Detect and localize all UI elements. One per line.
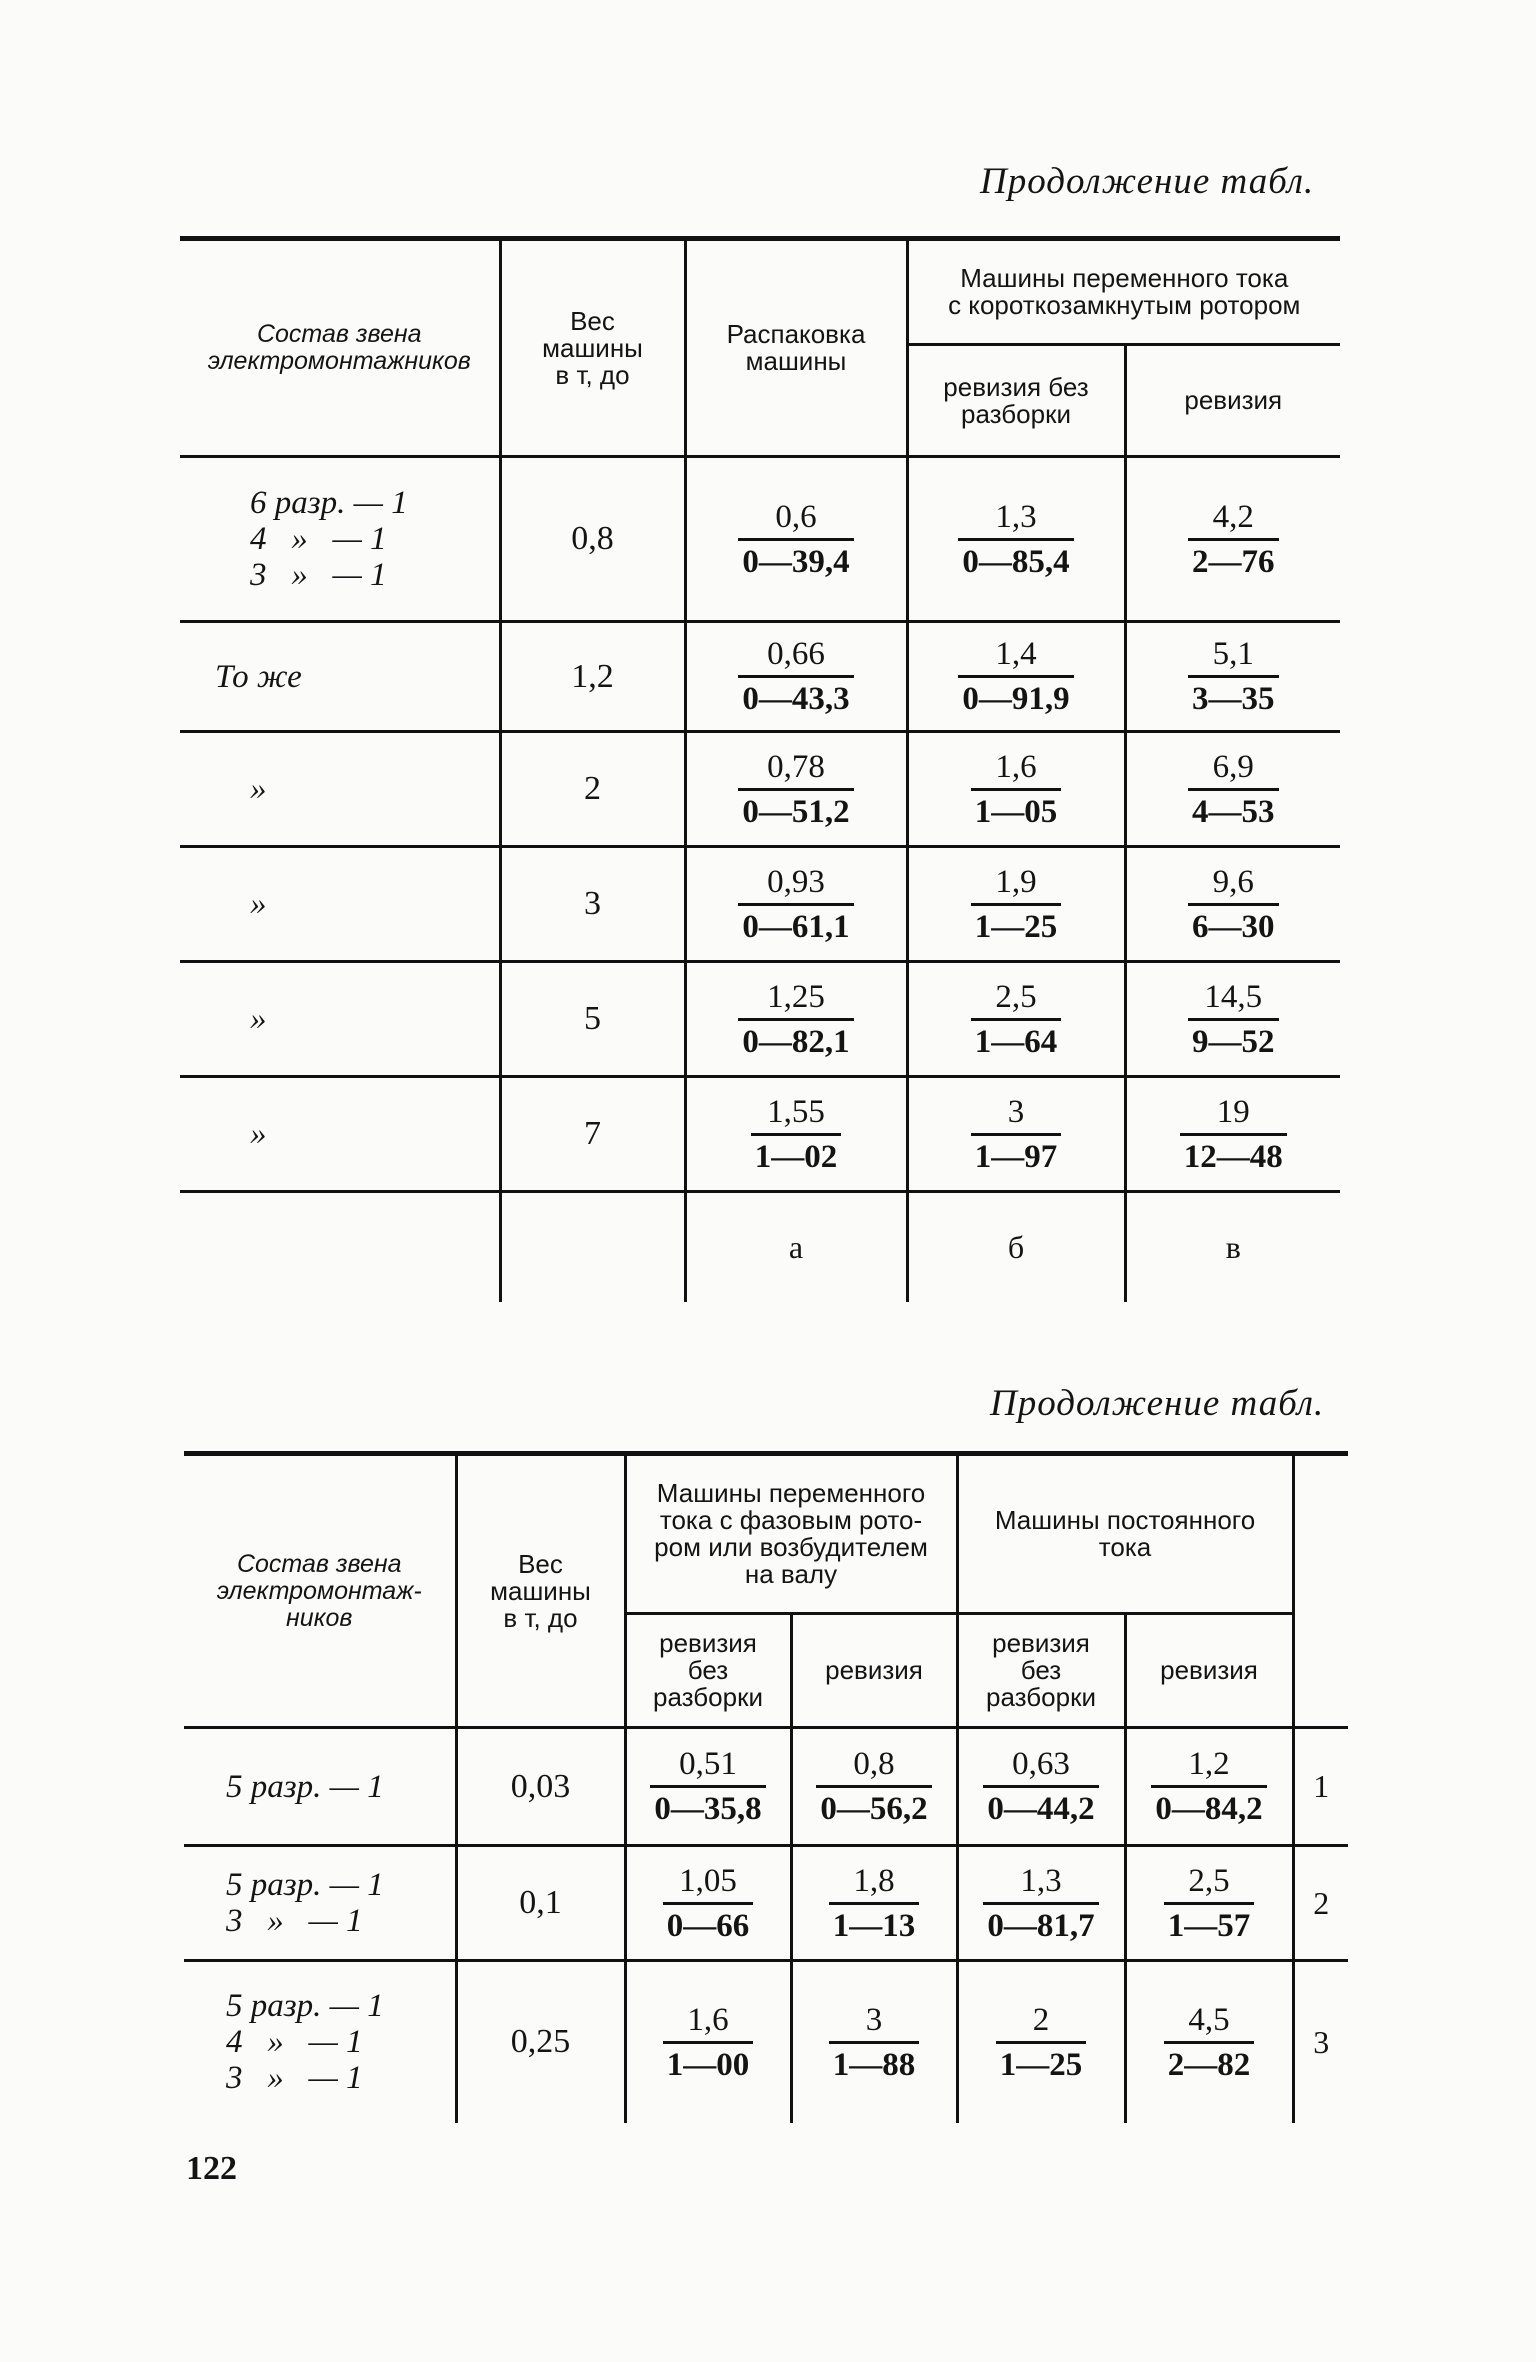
dc-revision-cell: $\frac{2,5}{1—57}$ bbox=[1125, 1846, 1293, 1961]
table-row bbox=[180, 457, 1340, 622]
t1-header-group: Машины переменного тока с короткозамкнутым ротором bbox=[907, 239, 1340, 345]
column-letter-a: а bbox=[685, 1192, 907, 1302]
t2-header-dc-revision: ревизия bbox=[1125, 1614, 1293, 1728]
t2-header-empty bbox=[1293, 1454, 1348, 1728]
table-row bbox=[180, 1077, 1340, 1192]
composition-cell: » bbox=[180, 847, 500, 962]
weight-cell: 1,2 bbox=[500, 622, 685, 732]
revision-cell: $\frac{5,1}{3—35}$ bbox=[1125, 622, 1340, 732]
dc-revision-no-disassembly-cell: $\frac{1,3}{0—81,7}$ bbox=[957, 1846, 1125, 1961]
empty-cell bbox=[180, 1192, 500, 1302]
table2 bbox=[184, 1451, 1348, 2123]
t2-header-group-ac: Машины переменного тока с фазовым рото- ром или возбудителем на валу bbox=[625, 1454, 957, 1614]
table-row bbox=[184, 1728, 1348, 1846]
unpacking-cell: $\frac{1,55}{1—02}$ bbox=[685, 1077, 907, 1192]
t2-header-group-dc: Машины постоянного тока bbox=[957, 1454, 1293, 1614]
revision-cell: $\frac{9,6}{6—30}$ bbox=[1125, 847, 1340, 962]
revision-no-disassembly-cell: $\frac{1,4}{0—91,9}$ bbox=[907, 622, 1125, 732]
unpacking-cell: $\frac{0,6}{0—39,4}$ bbox=[685, 457, 907, 622]
revision-cell: $\frac{4,2}{2—76}$ bbox=[1125, 457, 1340, 622]
t2-header-ac-revision: ревизия bbox=[791, 1614, 957, 1728]
composition-cell: 5 разр. — 1 4 » — 1 3 » — 1 bbox=[184, 1961, 456, 2123]
composition-cell: » bbox=[180, 1077, 500, 1192]
t2-header-composition: Состав звена электромонтаж- ников bbox=[184, 1454, 456, 1728]
composition-cell: » bbox=[180, 962, 500, 1077]
ac-revision-no-disassembly-cell: $\frac{1,6}{1—00}$ bbox=[625, 1961, 791, 2123]
revision-cell: $\frac{6,9}{4—53}$ bbox=[1125, 732, 1340, 847]
unpacking-cell: $\frac{1,25}{0—82,1}$ bbox=[685, 962, 907, 1077]
ac-revision-no-disassembly-cell: $\frac{0,51}{0—35,8}$ bbox=[625, 1728, 791, 1846]
table-row bbox=[184, 1961, 1348, 2123]
weight-cell: 0,25 bbox=[456, 1961, 625, 2123]
unpacking-cell: $\frac{0,78}{0—51,2}$ bbox=[685, 732, 907, 847]
ac-revision-cell: $\frac{0,8}{0—56,2}$ bbox=[791, 1728, 957, 1846]
weight-cell: 0,03 bbox=[456, 1728, 625, 1846]
weight-cell: 0,1 bbox=[456, 1846, 625, 1961]
table-row bbox=[180, 847, 1340, 962]
row-number: 1 bbox=[1293, 1728, 1348, 1846]
composition-cell: 6 разр. — 1 4 » — 1 3 » — 1 bbox=[180, 457, 500, 622]
composition-cell: 5 разр. — 1 3 » — 1 bbox=[184, 1846, 456, 1961]
composition-cell: 5 разр. — 1 bbox=[184, 1728, 456, 1846]
table-row bbox=[180, 962, 1340, 1077]
table1 bbox=[180, 236, 1340, 1302]
row-number: 2 bbox=[1293, 1846, 1348, 1961]
unpacking-cell: $\frac{0,66}{0—43,3}$ bbox=[685, 622, 907, 732]
t1-header-unpacking: Распаковка машины bbox=[685, 239, 907, 457]
page-number: 122 bbox=[186, 2150, 237, 2187]
revision-no-disassembly-cell: $\frac{1,9}{1—25}$ bbox=[907, 847, 1125, 962]
t1-header-composition: Состав звена электромонтажников bbox=[180, 239, 500, 457]
composition-cell: » bbox=[180, 732, 500, 847]
t2-header-weight: Вес машины в т, до bbox=[456, 1454, 625, 1728]
dc-revision-cell: $\frac{1,2}{0—84,2}$ bbox=[1125, 1728, 1293, 1846]
t2-header-ac-revision-no-disassembly: ревизия без разборки bbox=[625, 1614, 791, 1728]
ac-revision-cell: $\frac{1,8}{1—13}$ bbox=[791, 1846, 957, 1961]
column-letter-b: б bbox=[907, 1192, 1125, 1302]
ac-revision-no-disassembly-cell: $\frac{1,05}{0—66}$ bbox=[625, 1846, 791, 1961]
ac-revision-cell: $\frac{3}{1—88}$ bbox=[791, 1961, 957, 2123]
weight-cell: 5 bbox=[500, 962, 685, 1077]
revision-no-disassembly-cell: $\frac{3}{1—97}$ bbox=[907, 1077, 1125, 1192]
table-row bbox=[184, 1846, 1348, 1961]
revision-cell: $\frac{19}{12—48}$ bbox=[1125, 1077, 1340, 1192]
t1-header-revision-no-disassembly: ревизия без разборки bbox=[907, 345, 1125, 457]
column-letter-v: в bbox=[1125, 1192, 1340, 1302]
t2-header-dc-revision-no-disassembly: ревизия без разборки bbox=[957, 1614, 1125, 1728]
column-letters-row bbox=[180, 1192, 1340, 1302]
revision-no-disassembly-cell: $\frac{2,5}{1—64}$ bbox=[907, 962, 1125, 1077]
row-number: 3 bbox=[1293, 1961, 1348, 2123]
weight-cell: 0,8 bbox=[500, 457, 685, 622]
weight-cell: 2 bbox=[500, 732, 685, 847]
unpacking-cell: $\frac{0,93}{0—61,1}$ bbox=[685, 847, 907, 962]
t1-header-weight: Вес машины в т, до bbox=[500, 239, 685, 457]
weight-cell: 3 bbox=[500, 847, 685, 962]
table-row bbox=[180, 732, 1340, 847]
empty-cell bbox=[500, 1192, 685, 1302]
composition-cell: То же bbox=[180, 622, 500, 732]
weight-cell: 7 bbox=[500, 1077, 685, 1192]
dc-revision-no-disassembly-cell: $\frac{2}{1—25}$ bbox=[957, 1961, 1125, 2123]
revision-cell: $\frac{14,5}{9—52}$ bbox=[1125, 962, 1340, 1077]
table1-caption: Продолжение табл. bbox=[980, 161, 1315, 202]
revision-no-disassembly-cell: $\frac{1,6}{1—05}$ bbox=[907, 732, 1125, 847]
table2-caption: Продолжение табл. bbox=[990, 1383, 1325, 1424]
revision-no-disassembly-cell: $\frac{1,3}{0—85,4}$ bbox=[907, 457, 1125, 622]
table-row bbox=[180, 622, 1340, 732]
t1-header-revision: ревизия bbox=[1125, 345, 1340, 457]
dc-revision-cell: $\frac{4,5}{2—82}$ bbox=[1125, 1961, 1293, 2123]
dc-revision-no-disassembly-cell: $\frac{0,63}{0—44,2}$ bbox=[957, 1728, 1125, 1846]
